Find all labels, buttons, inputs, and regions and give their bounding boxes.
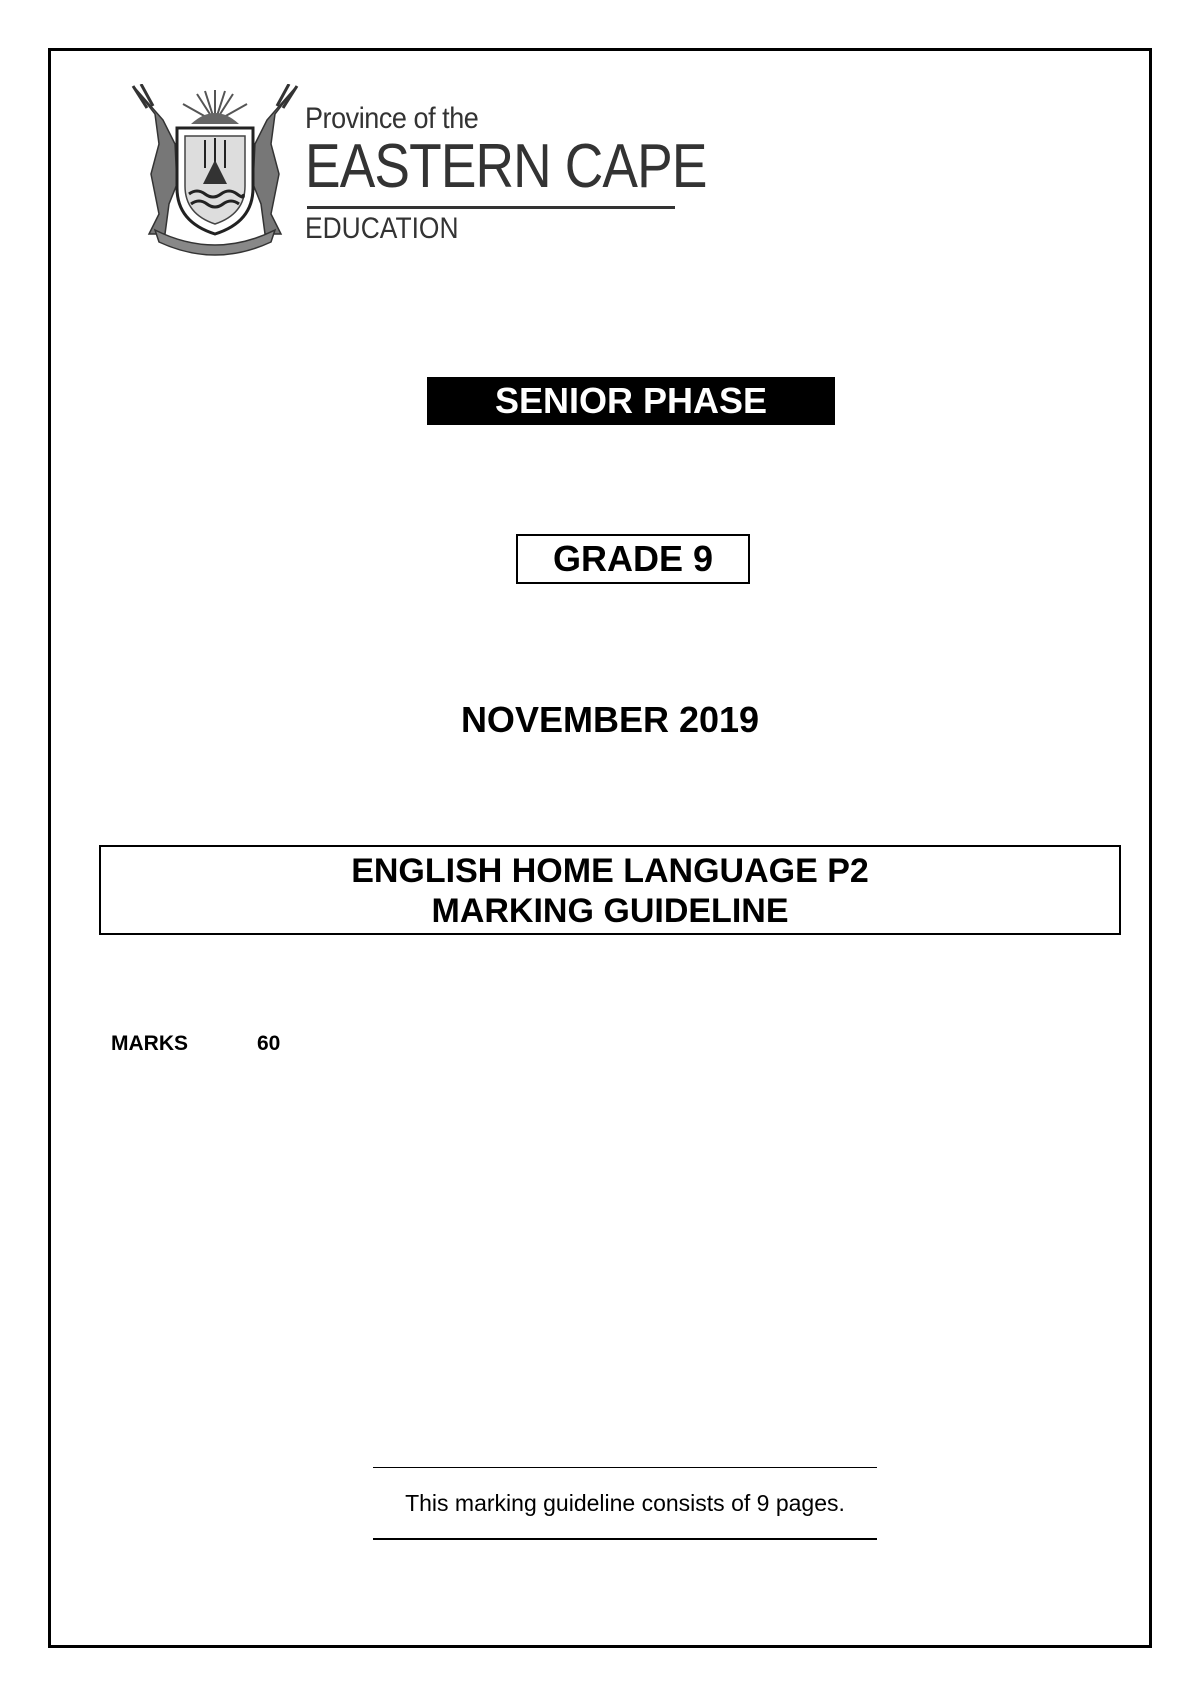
document-type-line: MARKING GUIDELINE — [431, 892, 789, 930]
coat-of-arms-icon — [125, 84, 305, 260]
logo-eastern-cape-text: EASTERN CAPE — [305, 132, 707, 201]
logo-divider — [307, 206, 675, 209]
phase-banner: SENIOR PHASE — [427, 377, 835, 425]
logo-wordmark — [305, 84, 707, 260]
eastern-cape-logo — [125, 84, 707, 260]
subject-title-box — [99, 845, 1121, 935]
subject-line: ENGLISH HOME LANGUAGE P2 — [351, 852, 869, 890]
exam-date: NOVEMBER 2019 — [460, 699, 760, 740]
grade-box: GRADE 9 — [516, 534, 750, 584]
marks-label: MARKS — [111, 1032, 188, 1055]
logo-province-text: Province of the — [305, 102, 479, 135]
logo-education-text: EDUCATION — [305, 212, 459, 245]
page-count-note: This marking guideline consists of 9 pages. — [405, 1490, 845, 1516]
footer-divider-bottom — [373, 1538, 877, 1540]
marks-value: 60 — [257, 1032, 281, 1055]
footer-divider-top — [373, 1467, 877, 1468]
